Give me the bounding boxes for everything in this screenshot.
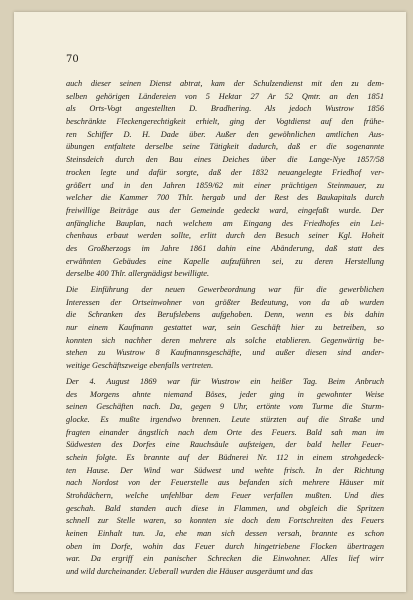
text-line: die Schranken des Berufslebens aufgehoben. Denn, wenn es bis dahin (66, 310, 384, 320)
text-line: des Morgens ahnte niemand Böses, jeder ging in gewohnter Weise (66, 389, 384, 399)
text-line: oben im Dorfe, wohin das Feuer durch hingetriebene Flocken übertragen (66, 541, 384, 551)
text-line: Der 4. August 1869 war für Wustrow ein heißer Tag. Beim Anbruch (66, 376, 384, 386)
text-line: beschränkte Fleckengerechtigkeit erhielt, ging der Vogtdienst auf den frühe- (66, 117, 384, 127)
text-line: und wild durcheinander. Ueberall wurden die Häuser ausgeräumt und das (66, 567, 313, 577)
text-line: Interessen der Ortseinwohner von größter Bedeutung, von da ab wurden (66, 297, 384, 307)
text-line: Die Einführung der neuen Gewerbeordnung war für die gewerblichen (66, 285, 384, 294)
text-line: auch dieser seinen Dienst abtrat, kam der Schulzendienst mit den zu dem- (66, 79, 384, 88)
text-line: ten Hause. Der Wind war Südwest und wehte frisch. In der Richtung (66, 465, 384, 475)
text-line: derselbe 400 Thlr. allergnädigst bewilligte. (66, 269, 210, 279)
text-line: geschah. Bald standen auch diese in Flammen, und obgleich die Spritzen (66, 503, 384, 513)
text-line: weitige Geschäftszweige ebenfalls vertreten. (66, 361, 214, 371)
text-line: nach Nordost von der Feuerstelle aus befanden sich mehrere Häuser mit (66, 478, 384, 488)
text-line: als Orts-Vogt angestellten D. Bradhering. Als jedoch Wustrow 1856 (66, 104, 384, 114)
book-page (14, 12, 406, 592)
text-line: erwähnten Gebäudes eine Kapelle aufzuführen sei, zu deren Herstellung (66, 256, 384, 266)
body-text (66, 78, 384, 579)
paragraph (66, 284, 384, 373)
text-line: anfängliche Bauplan, nach welchem am Eingang des Friedhofes ein Lei- (66, 218, 384, 228)
text-line: des Großherzogs im Jahre 1861 dahin eine Abänderung, daß statt des (66, 243, 384, 253)
text-line: fragten einander ängstlich nach dem Orte des Feuers. Bald sah man im (66, 427, 384, 437)
text-line: keinen Einhalt tun. Ja, ehe man sich dessen versah, brannte es schon (66, 529, 384, 539)
text-line: freiwillige Beiträge aus der Gemeinde gedeckt ward, eingefaßt wurde. Der (66, 205, 384, 215)
text-line: größert und in den Jahren 1859/62 mit einer prächtigen Steinmauer, zu (66, 180, 384, 190)
text-line: welcher die Kammer 700 Thlr. hergab und der Rest des Baukapitals durch (66, 193, 384, 203)
text-line: stehen zu Wustrow 8 Kaufmannsgeschäfte, und außer diesen sind ander- (66, 348, 384, 358)
page-number: 70 (66, 54, 79, 65)
text-line: Steinsdeich durch den Bau eines Deiches über die Lange-Nye 1857/58 (66, 155, 384, 165)
text-line: schnell zur Stelle waren, so konnten sie doch dem Fortschreiten des Feuers (66, 516, 384, 526)
text-line: konnten sich nachher deren mehrere als solche etablieren. Gegenwärtig be- (66, 335, 384, 345)
paragraph (66, 78, 384, 281)
text-line: schein folgte. Es brannte auf der Büdnerei Nr. 112 in einem strohgedeck- (66, 452, 384, 462)
text-line: trocken legte und dafür sorgte, daß der 1832 neuangelegte Friedhof ver- (66, 167, 384, 177)
text-line: Strohdächern, welche unfehlbar dem Feuer verfallen mußten. Und dies (66, 491, 384, 500)
paragraph (66, 376, 384, 579)
text-line: seinen Geschäften nach. Da, gegen 9 Uhr, ertönte vom Turme die Sturm- (66, 402, 384, 412)
text-line: nur einem Kaufmann gestattet war, sein Geschäft hier zu betreiben, so (66, 323, 384, 333)
text-line: übungen entfaltete derselbe seine Tätigkeit dadurch, daß er die sogenannte (66, 142, 384, 152)
text-line: chenhaus erbaut werden sollte, erlitt durch den Besuch seiner Kgl. Hoheit (66, 231, 384, 241)
text-line: selben gehörigen Ländereien von 5 Hektar 27 Ar 52 Qmtr. an den 1851 (66, 91, 384, 101)
text-line: glocke. Es mußte irgendwo brennen. Leute stürzten auf die Straße und (66, 414, 384, 424)
text-line: ren Schiffer D. H. Dade über. Außer den gewöhnlichen amtlichen Aus- (66, 129, 384, 139)
text-line: war. Da ergriff ein panischer Schrecken die Einwohner. Alles lief wirr (66, 554, 384, 564)
text-line: Südwesten des Dorfes eine Rauchsäule aufsteigen, der bald heller Feuer- (66, 440, 384, 450)
